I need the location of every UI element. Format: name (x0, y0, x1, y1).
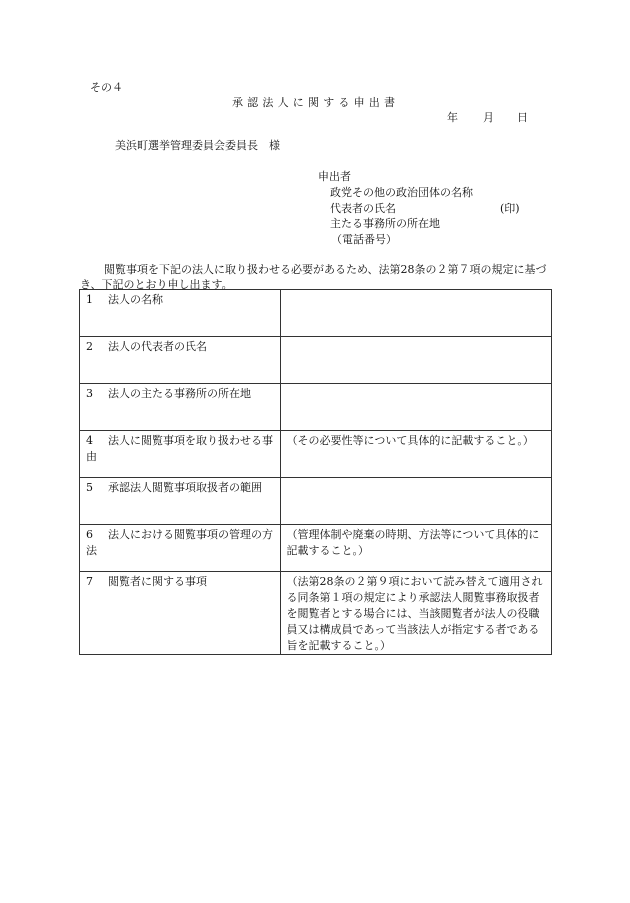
form-number: その４ (90, 81, 123, 94)
item-number: 7 (86, 575, 93, 588)
item-entry-cell[interactable] (280, 337, 551, 384)
item-note: （管理体制や廃棄の時期、方法等について具体的に記載すること。） (286, 528, 540, 557)
applicant-office-address: 主たる事務所の所在地 (330, 217, 440, 230)
table-row (80, 290, 552, 337)
item-note: （その必要性等について具体的に記載すること。） (286, 434, 534, 447)
applicant-phone: （電話番号） (331, 233, 397, 246)
date-month-label: 月 (483, 111, 494, 124)
item-label-cell (80, 337, 281, 384)
item-number: 4 (86, 434, 93, 447)
item-label-cell (80, 525, 281, 572)
applicant-label: 申出者 (318, 170, 351, 183)
item-entry-cell[interactable] (280, 290, 551, 337)
item-label: 法人の代表者の氏名 (108, 340, 207, 353)
item-number: 5 (86, 481, 93, 494)
item-entry-cell[interactable] (280, 525, 551, 572)
item-label-cell (80, 431, 281, 478)
item-number: 3 (86, 387, 93, 400)
item-entry-cell[interactable] (280, 431, 551, 478)
item-label: 法人の主たる事務所の所在地 (108, 387, 251, 400)
item-label: 承認法人閲覧事項取扱者の範囲 (108, 481, 262, 494)
item-label-cell (80, 478, 281, 525)
date-year-label: 年 (447, 111, 458, 124)
item-number: 2 (86, 340, 93, 353)
item-label: 閲覧者に関する事項 (108, 575, 207, 588)
item-label-cell (80, 572, 281, 655)
page-title: 承認法人に関する申出書 (232, 96, 400, 109)
table-row (80, 431, 552, 478)
item-label-cell (80, 290, 281, 337)
item-entry-cell[interactable] (280, 572, 551, 655)
table-row (80, 525, 552, 572)
table-row (80, 572, 552, 655)
item-number: 1 (86, 293, 93, 306)
item-label-cell (80, 384, 281, 431)
item-label: 法人の名称 (108, 293, 163, 306)
item-label: 法人における閲覧事項の管理の方法 (86, 528, 273, 557)
item-entry-cell[interactable] (280, 478, 551, 525)
item-entry-cell[interactable] (280, 384, 551, 431)
table-row (80, 384, 552, 431)
item-note: （法第28条の２第９項において読み替えて適用される同条第１項の規定により承認法人閲覧事務取扱者を閲覧者とする場合には、当該閲覧者が法人の役職員又は構成員であって当該法人が指定する者である旨を記載すること。） (286, 575, 543, 652)
addressee: 美浜町選挙管理委員会委員長 様 (115, 139, 280, 152)
item-number: 6 (86, 528, 93, 541)
items-table (79, 289, 552, 655)
seal-mark: (印) (500, 202, 520, 215)
table-row (80, 478, 552, 525)
table-row (80, 337, 552, 384)
date-day-label: 日 (517, 111, 528, 124)
applicant-party-name: 政党その他の政治団体の名称 (330, 186, 473, 199)
intro-paragraph: 閲覧事項を下記の法人に取り扱わせる必要があるため、法第28条の２第７項の規定に基づき、下記のとおり申し出ます。 (80, 263, 547, 291)
applicant-representative: 代表者の氏名 (330, 202, 396, 215)
item-label: 法人に閲覧事項を取り扱わせる事由 (86, 434, 273, 463)
